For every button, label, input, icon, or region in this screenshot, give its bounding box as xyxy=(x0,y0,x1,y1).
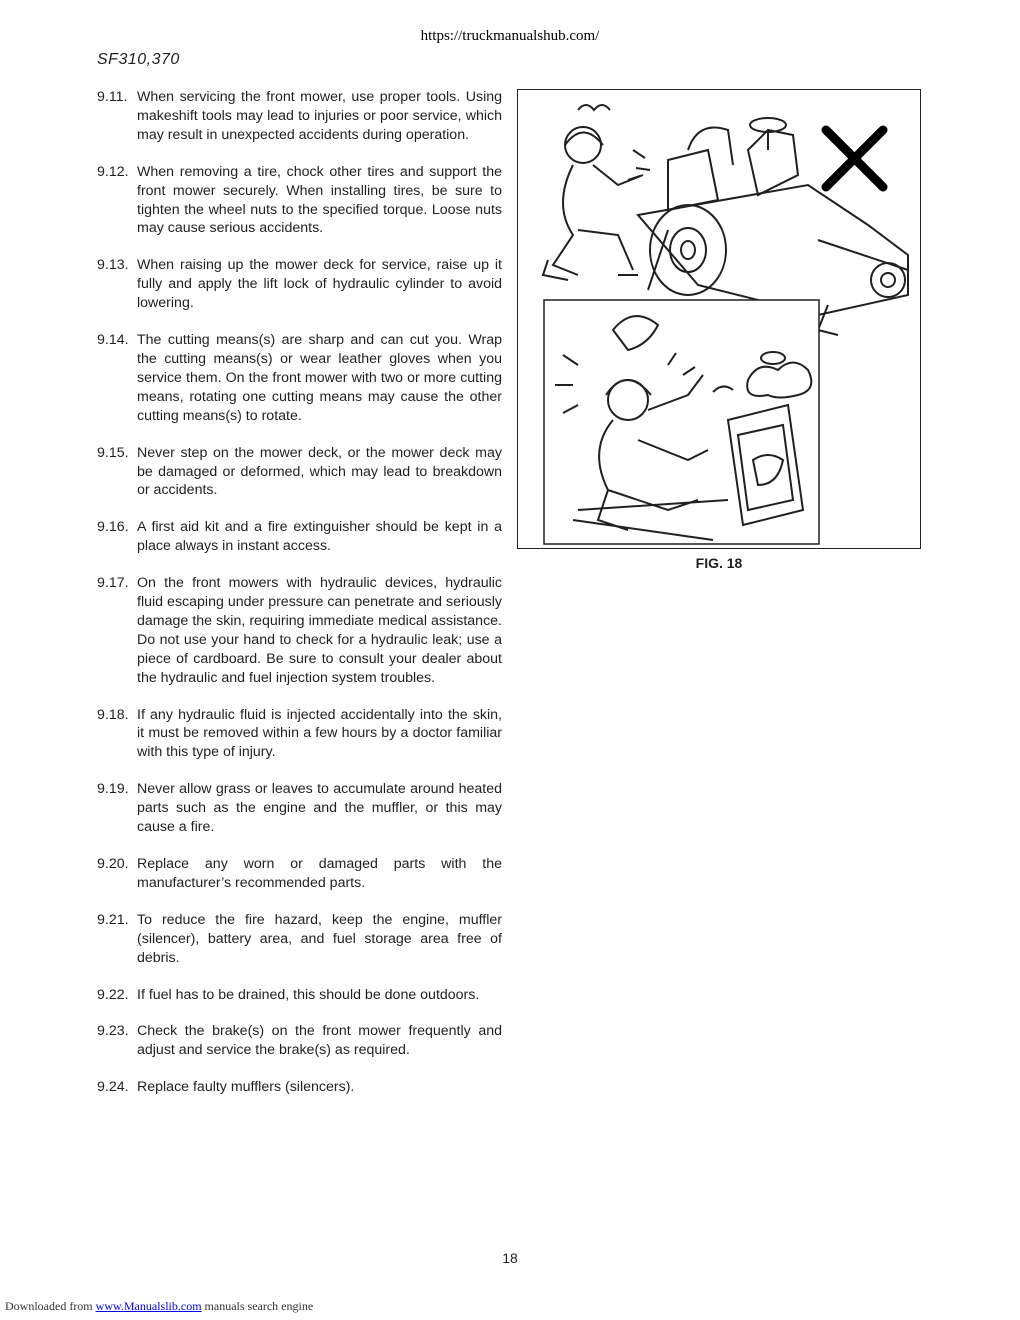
list-item xyxy=(97,574,502,687)
list-item xyxy=(97,1078,502,1097)
item-number: 9.23. xyxy=(97,1023,129,1040)
item-number: 9.14. xyxy=(97,332,129,349)
item-number: 9.24. xyxy=(97,1079,129,1096)
download-footer xyxy=(5,1299,313,1314)
item-text: Replace faulty mufflers (silencers). xyxy=(137,1079,355,1096)
item-number: 9.19. xyxy=(97,781,129,798)
item-number: 9.11. xyxy=(97,89,128,105)
item-number: 9.13. xyxy=(97,257,129,274)
item-number: 9.21. xyxy=(97,911,129,928)
item-text: Check the brake(s) on the front mower frequently and adjust and service the brake(s) as required. xyxy=(137,1023,502,1059)
warning-x-icon xyxy=(826,130,883,187)
item-text: Never step on the mower deck, or the mower deck may be damaged or deformed, which may lead to breakdown or accidents. xyxy=(137,444,502,499)
list-item xyxy=(97,331,502,426)
list-item xyxy=(97,163,502,239)
list-item xyxy=(97,518,502,556)
source-url: https://truckmanualshub.com/ xyxy=(420,28,600,44)
figure-caption: FIG. 18 xyxy=(695,555,743,571)
list-item xyxy=(97,911,502,968)
safety-items-list xyxy=(97,88,502,1097)
footer-suffix: manuals search engine xyxy=(204,1299,314,1313)
item-text: When raising up the mower deck for service, raise up it fully and apply the lift lock of hydraulic cylinder to avoid lowering. xyxy=(137,257,502,312)
list-item xyxy=(97,88,502,145)
page-number: 18 xyxy=(502,1250,518,1266)
item-text: If any hydraulic fluid is injected accidentally into the skin, it must be removed within a few hours by a doctor familiar with this type of injury. xyxy=(137,706,502,761)
item-text: Replace any worn or damaged parts with the manufacturer’s recommended parts. xyxy=(137,856,502,891)
item-text: On the front mowers with hydraulic devices, hydraulic fluid escaping under pressure can penetrate and seriously damage the skin, requiring immediate medical assistance. Do not use your hand to check for a hydraulic leak; use a piece of cardboard. Be sure to consult your dealer about the hydraulic and fuel injection system troubles. xyxy=(137,575,502,686)
item-text: When removing a tire, chock other tires and support the front mower securely. When installing tires, be sure to tighten the wheel nuts to the specified torque. Loose nuts may cause serious accidents. xyxy=(137,163,502,237)
item-number: 9.12. xyxy=(97,163,129,180)
list-item xyxy=(97,986,502,1005)
item-number: 9.18. xyxy=(97,706,129,723)
list-item xyxy=(97,1022,502,1060)
figure-18 xyxy=(517,89,921,549)
list-item xyxy=(97,444,502,501)
figure-illustration xyxy=(518,90,920,548)
item-number: 9.20. xyxy=(97,856,129,872)
item-text: When servicing the front mower, use proper tools. Using makeshift tools may lead to injuries or poor service, which may result in unexpected accidents during operation. xyxy=(137,89,502,143)
model-header: SF310,370 xyxy=(97,51,180,68)
item-text: The cutting means(s) are sharp and can cut you. Wrap the cutting means(s) or wear leather gloves when you service them. On the front mower with two or more cutting means, rotating one cutting means may cause the other cutting means(s) to rotate. xyxy=(137,332,502,424)
item-text: Never allow grass or leaves to accumulate around heated parts such as the engine and the muffler, or this may cause a fire. xyxy=(137,781,502,836)
item-text: To reduce the fire hazard, keep the engine, muffler (silencer), battery area, and fuel storage area free of debris. xyxy=(137,911,502,966)
list-item xyxy=(97,256,502,313)
item-number: 9.15. xyxy=(97,444,129,461)
item-text: If fuel has to be drained, this should be done outdoors. xyxy=(137,986,480,1003)
list-item xyxy=(97,780,502,837)
inset-frame xyxy=(544,300,819,544)
footer-prefix: Downloaded from xyxy=(5,1299,93,1313)
item-number: 9.22. xyxy=(97,986,129,1003)
manualslib-link[interactable]: www.Manualslib.com xyxy=(95,1299,202,1313)
list-item xyxy=(97,706,502,763)
item-text: A first aid kit and a fire extinguisher should be kept in a place always in instant access. xyxy=(137,519,502,555)
list-item xyxy=(97,855,502,893)
item-number: 9.17. xyxy=(97,575,129,592)
item-number: 9.16. xyxy=(97,519,129,536)
